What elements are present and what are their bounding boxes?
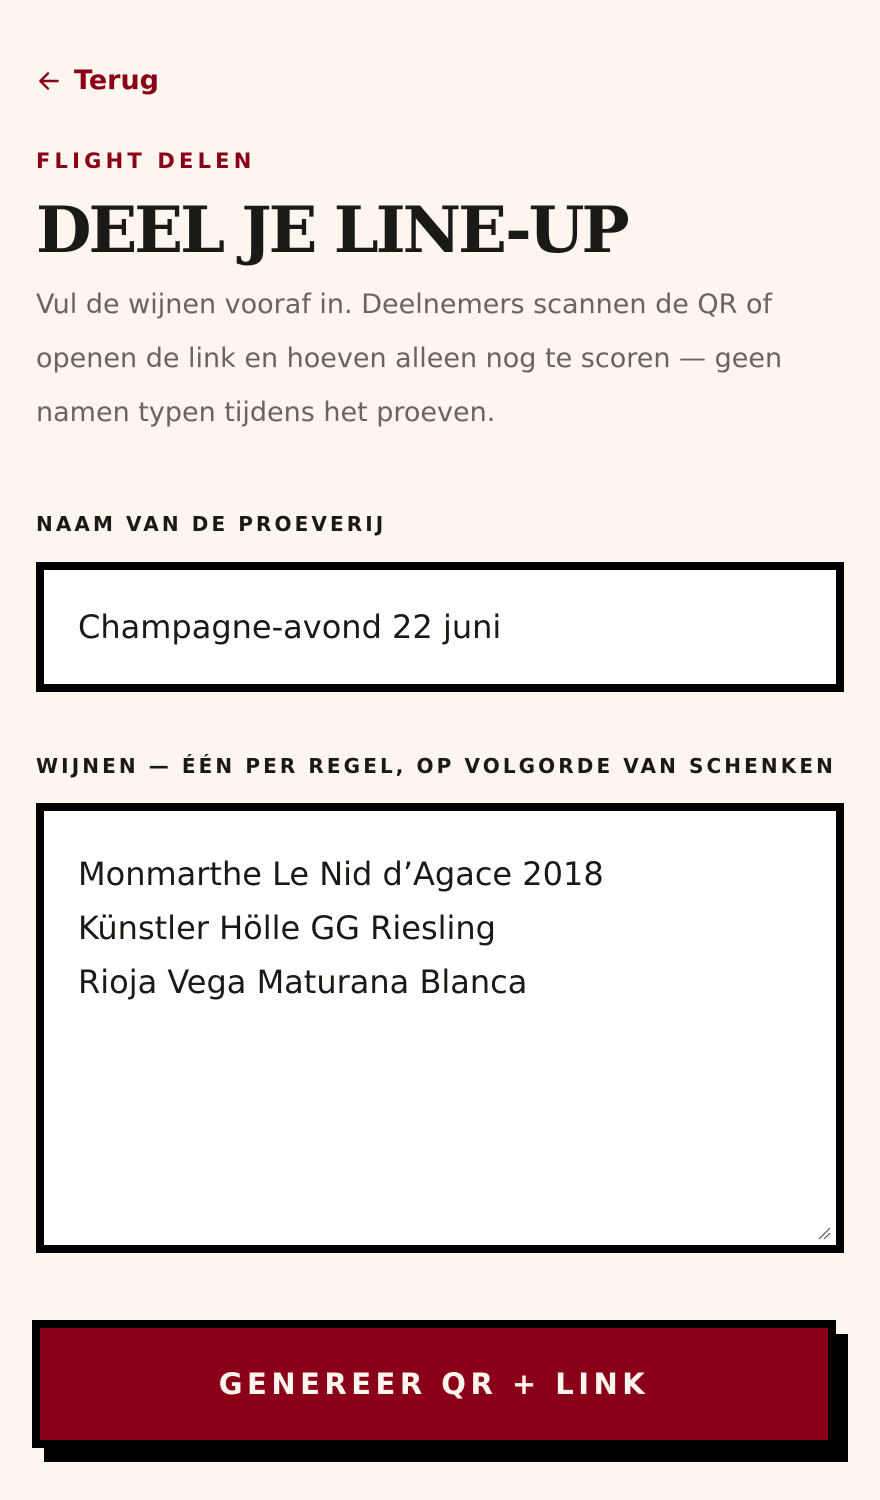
tasting-name-label: NAAM VAN DE PROEVERIJ	[36, 512, 387, 536]
wine-line: Rioja Vega Maturana Blanca	[78, 963, 528, 1001]
generate-button-wrapper	[32, 1320, 852, 1462]
page-title: DEEL JE LINE-UP	[36, 193, 627, 268]
back-link[interactable]	[36, 62, 159, 100]
wine-line: Künstler Hölle GG Riesling	[78, 909, 496, 947]
section-eyebrow: FLIGHT DELEN	[36, 149, 256, 173]
arrow-left-icon	[36, 68, 62, 94]
generate-qr-link-button[interactable]: GENEREER QR + LINK	[32, 1320, 836, 1448]
wines-label: WIJNEN — ÉÉN PER REGEL, OP VOLGORDE VAN SCHENKEN	[36, 754, 836, 778]
tasting-name-input[interactable]	[36, 562, 844, 692]
intro-text: Vul de wijnen vooraf in. Deelnemers scannen de QR of openen de link en hoeven alleen nog te scoren — geen namen typen tijdens het proeven.	[36, 289, 783, 428]
wine-line: Monmarthe Le Nid d’Agace 2018	[78, 855, 604, 893]
resize-handle-icon[interactable]	[816, 1225, 832, 1241]
wines-textarea[interactable]	[36, 803, 844, 1253]
back-label: Terug	[74, 65, 160, 96]
